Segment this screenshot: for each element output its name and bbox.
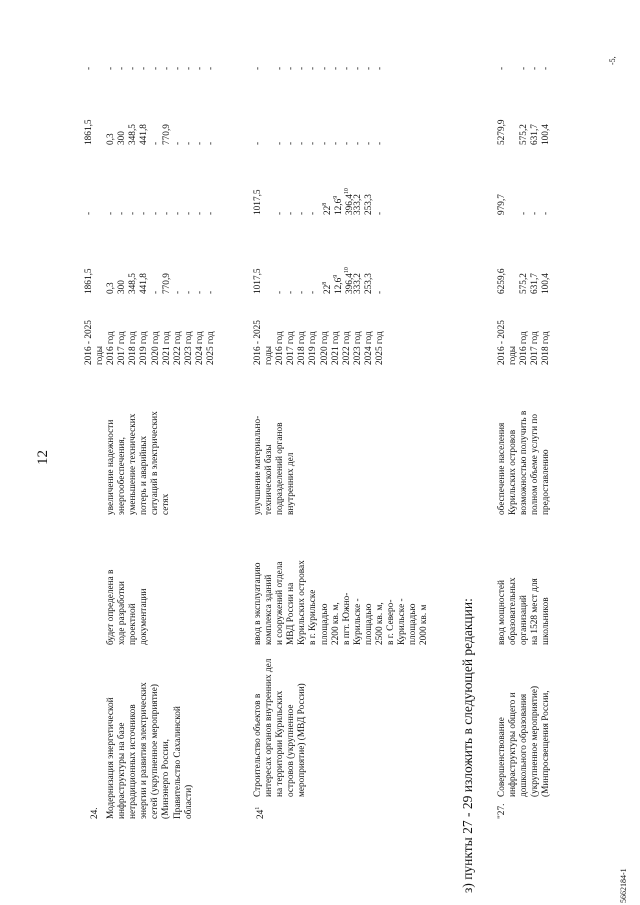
row-24-1-name: Строительство объектов в интересах органов внутренних дел на территории Курильских островов (укрупненное мероприятие) (МВД России) [253,658,308,797]
row-24-1-federal: 1017,5 - - - - $22^8$ 12,6$^9$ 396,4$^{10}$ 333,2 253,3 - [253,188,386,215]
row-24-extra: - - - - - - - - - - - [84,66,217,70]
row-27-indicator: ввод мощностей образовательных организаций на 1528 мест для школьников [497,577,552,645]
row-24-indicator: будет определена в ходе разработки проектной документации [106,569,150,645]
row-24-1-regional: - - - - - - - - - - - [253,141,386,145]
page-number: 12 [35,450,51,465]
row-24-federal: - - - - - - - - - - - [84,211,217,215]
row-27-federal: 979,7 - - - [497,194,552,215]
row-27-years: 2016 - 2025 годы 2016 год 2017 год 2018 год [497,320,552,365]
section-heading: з) пункты 27 - 29 изложить в следующей редакции: [460,598,475,893]
row-24-regional: 1861,5 0,3 300 348,5 441,8 - 770,9 - - - - [84,119,217,145]
row-24-total: 1861,5 0,3 300 348,5 441,8 - 770,9 - - - - [84,268,217,294]
row-24-result: увеличение надежности энергообеспечения, уменьшение технических потерь и аварийных ситуаций в электрических сетях [106,411,172,515]
row-27-total: 6259,6 575,2 631,7 100,4 [497,268,552,294]
row-27-number: "27. [497,803,507,819]
row-27-result: обеспечение населения Курильских островов возможностью получить в полном объеме услуги по предоставлению [497,410,552,515]
row-24-years: 2016 - 2025 годы 2016 год 2017 год 2018 год 2019 год 2020 год 2021 год 2022 год 2023 год 2024 год 2025 год [84,320,217,365]
row-24-1-total: 1017,5 - - - - $22^8$ 12,6$^9$ 396,4$^{10}$ 333,2 253,3 - [253,267,386,294]
row-27-extra: - - - - [497,66,552,70]
row-24-name: Модернизация энергетической инфраструктуры на базе нетрадиционных источников энергии и развития электрических сетей (укрупненное мероприятие) (Минэнерго России, Правительство Сахалинской области) [106,682,194,819]
side-mark: -5, [608,56,617,65]
row-24-1-result: улучшение материально- технической базы подразделений органов внутренних дел [253,415,297,515]
row-24-1-number: $24^1$ [255,806,267,819]
document-code: 5662184-1 [619,868,628,903]
row-27-regional: 5279,9 575,2 631,7 100,4 [497,119,552,145]
row-24-number: 24. [90,807,100,819]
row-24-1-extra: - - - - - - - - - - - [253,66,386,70]
row-24-1-years: 2016 - 2025 годы 2016 год 2017 год 2018 год 2019 год 2020 год 2021 год 2022 год 2023 год 2024 год 2025 год [253,320,386,365]
row-24-1-indicator: ввод в эксплуатацию комплекса зданий и сооружений отдела МВД России на Курильских островах в г. Курильске площадью 2200 кв. м, в пгт. Южно- Курильске - площадью 2500 кв. м, в г. Северо- Курильске - площадью 2000 кв. м [253,560,430,645]
row-27-name: Совершенствование инфраструктуры общего и дошкольного образования (укрупненное мероприятие) (Минпросвещения России, [497,685,552,797]
